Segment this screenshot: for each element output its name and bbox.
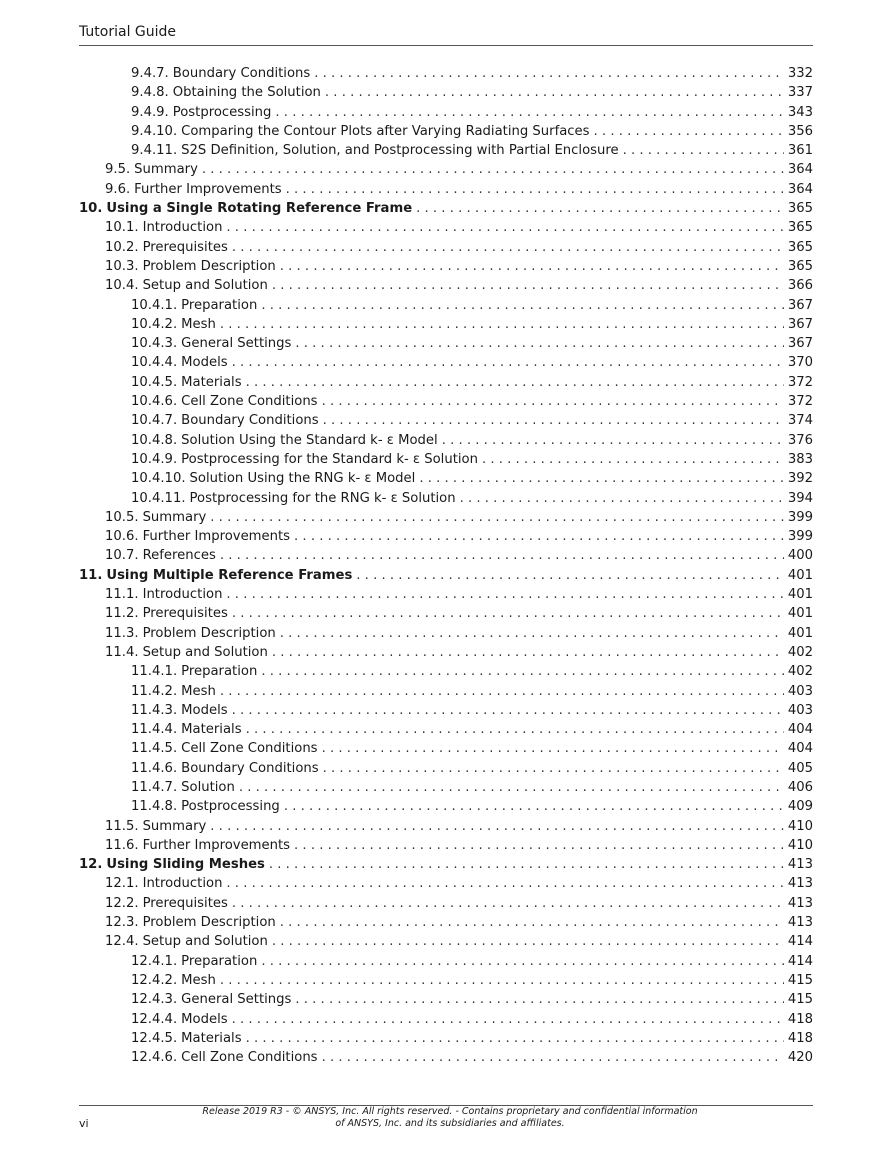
toc-entry[interactable] — [79, 433, 813, 452]
header-divider — [79, 45, 813, 46]
toc-entry-page: 415 — [787, 972, 813, 988]
toc-entry-page: 365 — [787, 220, 813, 236]
toc-dot-leader — [202, 162, 784, 177]
toc-entry[interactable] — [79, 915, 813, 934]
toc-dot-leader — [419, 471, 783, 486]
toc-entry-title[interactable]: Boundary Conditions — [172, 66, 311, 81]
toc-entry-page: 401 — [787, 625, 813, 641]
toc-entry-title[interactable]: Cell Zone Conditions — [181, 394, 318, 410]
toc-entry-title[interactable]: Mesh — [181, 972, 216, 988]
toc-entry-page: 361 — [787, 143, 813, 159]
toc-entry-number: 11.4.6. — [131, 760, 178, 776]
toc-entry-page: 370 — [787, 355, 813, 371]
toc-entry[interactable] — [79, 722, 813, 741]
toc-dot-leader — [210, 819, 784, 834]
toc-entry-title[interactable]: Cell Zone Conditions — [181, 1050, 318, 1066]
toc-dot-leader — [272, 934, 784, 949]
toc-dot-leader — [239, 780, 784, 795]
toc-entry-page: 401 — [787, 587, 813, 603]
toc-entry[interactable] — [79, 992, 813, 1011]
toc-entry-title[interactable]: Summary — [134, 162, 198, 178]
table-of-contents — [79, 66, 813, 1069]
toc-dot-leader — [261, 664, 784, 679]
toc-entry[interactable] — [79, 413, 813, 432]
toc-entry-number: 12.4.4. — [131, 1011, 178, 1027]
toc-entry-number: 10.5. — [105, 509, 139, 525]
toc-entry[interactable] — [79, 799, 813, 818]
toc-entry[interactable] — [79, 220, 813, 239]
toc-entry[interactable] — [79, 954, 813, 973]
toc-dot-leader — [323, 761, 784, 776]
toc-entry-number: 11.6. — [105, 837, 139, 853]
toc-entry-page: 365 — [787, 258, 813, 274]
toc-entry[interactable] — [79, 761, 813, 780]
toc-entry[interactable] — [79, 452, 813, 471]
toc-entry-page: 367 — [787, 316, 813, 332]
toc-entry-number: 11.4.7. — [131, 779, 178, 795]
footer-copyright-line2: of ANSYS, Inc. and its subsidiaries and affiliates. — [335, 1118, 565, 1129]
toc-entry-title[interactable]: Boundary Conditions — [181, 760, 319, 776]
toc-entry-number: 10.7. — [105, 548, 139, 564]
toc-entry-title[interactable]: References — [142, 548, 216, 564]
toc-entry-page: 400 — [787, 548, 813, 564]
toc-dot-leader — [246, 722, 784, 737]
toc-entry-page: 366 — [787, 278, 813, 294]
toc-entry-page: 404 — [787, 722, 813, 738]
toc-entry-page: 383 — [787, 451, 813, 467]
toc-entry-page: 402 — [787, 664, 813, 680]
toc-entry[interactable] — [79, 355, 813, 374]
toc-dot-leader — [314, 66, 784, 81]
toc-entry-page: 414 — [787, 934, 813, 950]
toc-entry[interactable] — [79, 375, 813, 394]
toc-entry[interactable] — [79, 973, 813, 992]
toc-entry[interactable] — [79, 317, 813, 336]
toc-entry-number: 11.4.8. — [131, 799, 178, 815]
toc-entry-title[interactable]: Using Multiple Reference Frames — [106, 567, 353, 583]
toc-dot-leader — [280, 915, 784, 930]
toc-entry-title[interactable]: Preparation — [181, 953, 258, 969]
toc-entry[interactable] — [79, 819, 813, 838]
toc-entry[interactable] — [79, 124, 813, 143]
toc-entry-title[interactable]: Further Improvements — [134, 181, 282, 197]
toc-entry-title[interactable]: Postprocessing for the Standard k- ε Solution — [181, 451, 478, 467]
toc-dot-leader — [232, 703, 784, 718]
toc-entry-number: 12.3. — [105, 915, 139, 931]
toc-entry-title[interactable]: Setup and Solution — [142, 278, 268, 294]
toc-entry-title[interactable]: Further Improvements — [142, 837, 291, 853]
toc-entry-page: 410 — [787, 818, 813, 834]
toc-entry-title[interactable]: Solution Using the RNG k- ε Model — [189, 471, 416, 487]
toc-entry[interactable] — [79, 780, 813, 799]
footer-page-number: vi — [79, 1117, 89, 1130]
toc-entry[interactable] — [79, 529, 813, 548]
toc-entry-page: 406 — [787, 779, 813, 795]
toc-dot-leader — [232, 896, 784, 911]
toc-entry-number: 11.3. — [105, 625, 139, 641]
toc-dot-leader — [323, 413, 784, 428]
toc-entry[interactable] — [79, 201, 813, 220]
toc-entry-number: 10.4.4. — [131, 355, 178, 371]
toc-entry-title[interactable]: Models — [181, 702, 228, 718]
toc-entry-title[interactable]: Models — [181, 1011, 228, 1027]
toc-entry[interactable] — [79, 491, 813, 510]
toc-entry[interactable] — [79, 838, 813, 857]
toc-entry-number: 10.6. — [105, 529, 139, 545]
toc-entry[interactable] — [79, 394, 813, 413]
toc-entry[interactable] — [79, 876, 813, 895]
toc-dot-leader — [232, 240, 784, 255]
toc-entry-title[interactable]: General Settings — [181, 992, 292, 1008]
toc-dot-leader — [295, 992, 783, 1007]
toc-entry-page: 409 — [787, 799, 813, 815]
toc-entry-number: 11.5. — [105, 818, 139, 834]
toc-entry[interactable] — [79, 259, 813, 278]
toc-entry-title[interactable]: Preparation — [181, 664, 258, 680]
toc-dot-leader — [261, 954, 784, 969]
toc-dot-leader — [416, 201, 784, 216]
toc-entry-number: 10.3. — [105, 258, 139, 274]
toc-entry-number: 11.4.3. — [131, 702, 178, 718]
toc-entry-page: 372 — [787, 394, 813, 410]
toc-entry[interactable] — [79, 626, 813, 645]
toc-dot-leader — [246, 375, 784, 390]
toc-entry-number: 10.4.6. — [131, 394, 178, 410]
toc-entry[interactable] — [79, 240, 813, 259]
toc-dot-leader — [232, 355, 784, 370]
toc-entry-title[interactable]: Postprocessing — [172, 104, 272, 120]
toc-entry-title[interactable]: Postprocessing — [181, 799, 280, 815]
toc-dot-leader — [322, 394, 784, 409]
toc-entry-page: 403 — [787, 702, 813, 718]
toc-entry-number: 10.4.5. — [131, 374, 178, 390]
toc-entry-number: 12.4.3. — [131, 992, 178, 1008]
toc-entry-number: 10.4.3. — [131, 336, 178, 352]
footer-copyright — [150, 1106, 750, 1130]
toc-entry-number: 10.4.1. — [131, 297, 178, 313]
toc-entry-page: 364 — [787, 181, 813, 197]
toc-entry-number: 11.4.4. — [131, 722, 178, 738]
toc-entry-number: 12.2. — [105, 895, 139, 911]
toc-entry-title[interactable]: Materials — [181, 722, 242, 738]
toc-entry[interactable] — [79, 471, 813, 490]
toc-entry-page: 392 — [787, 471, 813, 487]
toc-entry-number: 10.1. — [105, 220, 139, 236]
toc-entry-title[interactable]: Solution Using the Standard k- ε Model — [181, 432, 438, 448]
toc-entry[interactable] — [79, 645, 813, 664]
toc-dot-leader — [226, 587, 783, 602]
toc-entry[interactable] — [79, 548, 813, 567]
toc-entry[interactable] — [79, 66, 813, 85]
toc-entry-number: 9.4.11. — [131, 143, 178, 159]
toc-entry-title[interactable]: Summary — [142, 818, 207, 834]
toc-entry-number: 10.4.10. — [131, 471, 186, 487]
toc-dot-leader — [220, 548, 784, 563]
page-header-title: Tutorial Guide — [79, 24, 177, 40]
toc-entry-number: 9.4.8. — [131, 85, 169, 101]
toc-dot-leader — [272, 278, 784, 293]
toc-entry-title[interactable]: Problem Description — [142, 258, 276, 274]
toc-entry[interactable] — [79, 143, 813, 162]
toc-entry[interactable] — [79, 703, 813, 722]
toc-entry-title[interactable]: Mesh — [181, 316, 216, 332]
toc-dot-leader — [272, 645, 784, 660]
toc-entry-page: 376 — [787, 432, 813, 448]
toc-entry[interactable] — [79, 934, 813, 953]
toc-dot-leader — [232, 1012, 784, 1027]
toc-entry-page: 413 — [787, 857, 813, 873]
toc-entry-title[interactable]: Using Sliding Meshes — [106, 857, 265, 873]
toc-dot-leader — [280, 626, 784, 641]
toc-entry-number: 9.6. — [105, 181, 131, 197]
toc-entry-page: 364 — [787, 162, 813, 178]
toc-entry[interactable] — [79, 896, 813, 915]
toc-entry-page: 405 — [787, 760, 813, 776]
toc-dot-leader — [280, 259, 784, 274]
toc-entry-page: 332 — [787, 66, 813, 81]
toc-entry-title[interactable]: Introduction — [142, 220, 223, 236]
toc-entry[interactable] — [79, 684, 813, 703]
footer-copyright-line1: Release 2019 R3 - © ANSYS, Inc. All rights reserved. - Contains proprietary and confidential information — [202, 1106, 698, 1117]
toc-entry[interactable] — [79, 162, 813, 181]
toc-entry-page: 394 — [787, 490, 813, 506]
toc-entry-page: 374 — [787, 413, 813, 429]
toc-entry-number: 11.4. — [105, 644, 139, 660]
toc-entry-number: 10.4.2. — [131, 316, 178, 332]
toc-entry-title[interactable]: Introduction — [142, 876, 223, 892]
toc-entry[interactable] — [79, 857, 813, 876]
toc-entry-page: 413 — [787, 915, 813, 931]
toc-dot-leader — [210, 510, 784, 525]
toc-entry-number: 10.4. — [105, 278, 139, 294]
toc-entry-number: 11.1. — [105, 587, 139, 603]
toc-entry-number: 9.5. — [105, 162, 131, 178]
toc-dot-leader — [246, 1031, 784, 1046]
toc-entry-title[interactable]: Boundary Conditions — [181, 413, 319, 429]
toc-entry-number: 9.4.9. — [131, 104, 169, 120]
toc-entry-page: 415 — [787, 992, 813, 1008]
toc-entry[interactable] — [79, 1012, 813, 1031]
toc-entry-number: 12.4.5. — [131, 1030, 178, 1046]
toc-entry-page: 367 — [787, 297, 813, 313]
toc-entry-page: 401 — [787, 567, 813, 583]
toc-entry-title[interactable]: Using a Single Rotating Reference Frame — [106, 201, 413, 217]
toc-entry-title[interactable]: Setup and Solution — [142, 934, 268, 950]
toc-entry-number: 10.4.7. — [131, 413, 178, 429]
toc-entry[interactable] — [79, 85, 813, 104]
toc-entry-title[interactable]: Problem Description — [142, 625, 276, 641]
toc-entry[interactable] — [79, 105, 813, 124]
toc-entry-page: 356 — [787, 123, 813, 139]
toc-entry-number: 12. — [79, 857, 103, 873]
toc-dot-leader — [286, 182, 784, 197]
toc-entry-title[interactable]: Mesh — [181, 683, 216, 699]
toc-entry-number: 10.4.11. — [131, 490, 186, 506]
toc-entry-page: 365 — [787, 239, 813, 255]
toc-dot-leader — [232, 606, 784, 621]
toc-entry-number: 10. — [79, 201, 103, 217]
toc-dot-leader — [322, 741, 784, 756]
toc-entry-page: 365 — [787, 201, 813, 217]
toc-entry-number: 11.4.5. — [131, 741, 178, 757]
toc-entry-number: 11.2. — [105, 606, 139, 622]
toc-entry-title[interactable]: Prerequisites — [142, 606, 228, 622]
toc-entry[interactable] — [79, 336, 813, 355]
toc-entry-number: 12.1. — [105, 876, 139, 892]
toc-dot-leader — [226, 220, 783, 235]
toc-entry[interactable] — [79, 587, 813, 606]
toc-dot-leader — [594, 124, 784, 139]
toc-entry-title[interactable]: General Settings — [181, 336, 292, 352]
toc-entry-page: 418 — [787, 1011, 813, 1027]
toc-entry-page: 402 — [787, 644, 813, 660]
toc-entry-page: 418 — [787, 1030, 813, 1046]
toc-entry-page: 413 — [787, 895, 813, 911]
toc-dot-leader — [220, 684, 784, 699]
toc-entry-page: 413 — [787, 876, 813, 892]
toc-entry-page: 343 — [787, 104, 813, 120]
toc-entry[interactable] — [79, 1031, 813, 1050]
toc-entry-number: 10.4.8. — [131, 432, 178, 448]
toc-entry[interactable] — [79, 664, 813, 683]
toc-entry-page: 401 — [787, 606, 813, 622]
toc-entry-page: 399 — [787, 509, 813, 525]
toc-entry-number: 11.4.1. — [131, 664, 178, 680]
toc-dot-leader — [356, 568, 784, 583]
toc-entry-title[interactable]: Models — [181, 355, 228, 371]
toc-entry-number: 9.4.7. — [131, 66, 169, 81]
toc-entry-page: 403 — [787, 683, 813, 699]
toc-entry-number: 12.4.2. — [131, 972, 178, 988]
toc-entry[interactable] — [79, 298, 813, 317]
toc-entry-title[interactable]: Problem Description — [142, 915, 276, 931]
toc-entry[interactable] — [79, 278, 813, 297]
toc-dot-leader — [295, 336, 783, 351]
toc-entry-title[interactable]: Cell Zone Conditions — [181, 741, 318, 757]
toc-entry[interactable] — [79, 182, 813, 201]
toc-entry-title[interactable]: Postprocessing for the RNG k- ε Solution — [189, 490, 456, 506]
toc-entry-page: 337 — [787, 85, 813, 101]
toc-entry-title[interactable]: Setup and Solution — [142, 644, 268, 660]
toc-entry-title[interactable]: Preparation — [181, 297, 258, 313]
toc-dot-leader — [325, 85, 784, 100]
toc-entry[interactable] — [79, 510, 813, 529]
toc-entry-number: 12.4. — [105, 934, 139, 950]
toc-entry-page: 410 — [787, 837, 813, 853]
toc-dot-leader — [284, 799, 784, 814]
toc-dot-leader — [294, 529, 784, 544]
toc-entry-number: 12.4.1. — [131, 953, 178, 969]
toc-entry-number: 11. — [79, 567, 103, 583]
toc-dot-leader — [294, 838, 784, 853]
toc-entry-page: 367 — [787, 336, 813, 352]
toc-dot-leader — [269, 857, 784, 872]
toc-dot-leader — [261, 298, 784, 313]
toc-entry-title[interactable]: Obtaining the Solution — [172, 85, 321, 101]
toc-dot-leader — [220, 317, 784, 332]
toc-entry-page: 399 — [787, 529, 813, 545]
toc-entry-title[interactable]: Introduction — [142, 587, 223, 603]
toc-entry-title[interactable]: Prerequisites — [142, 239, 228, 255]
toc-dot-leader — [226, 876, 783, 891]
toc-dot-leader — [275, 105, 783, 120]
toc-dot-leader — [482, 452, 784, 467]
toc-entry-title[interactable]: Further Improvements — [142, 529, 291, 545]
toc-dot-leader — [460, 491, 784, 506]
toc-entry-page: 420 — [787, 1050, 813, 1066]
toc-dot-leader — [322, 1050, 784, 1065]
toc-dot-leader — [442, 433, 784, 448]
toc-dot-leader — [220, 973, 784, 988]
toc-entry[interactable] — [79, 568, 813, 587]
toc-entry-title[interactable]: Prerequisites — [142, 895, 228, 911]
toc-entry-number: 9.4.10. — [131, 123, 178, 139]
toc-entry-number: 10.4.9. — [131, 451, 178, 467]
toc-entry-title[interactable]: S2S Definition, Solution, and Postprocessing with Partial Enclosure — [181, 143, 619, 159]
toc-entry-page: 372 — [787, 374, 813, 390]
toc-dot-leader — [623, 143, 784, 158]
toc-entry-title[interactable]: Solution — [181, 779, 235, 795]
toc-entry-number: 11.4.2. — [131, 683, 178, 699]
toc-entry-title[interactable]: Materials — [181, 374, 242, 390]
toc-entry[interactable] — [79, 1050, 813, 1069]
toc-entry-title[interactable]: Summary — [142, 509, 207, 525]
toc-entry-title[interactable]: Materials — [181, 1030, 242, 1046]
toc-entry-title[interactable]: Comparing the Contour Plots after Varying Radiating Surfaces — [181, 123, 590, 139]
toc-entry-number: 10.2. — [105, 239, 139, 255]
toc-entry[interactable] — [79, 741, 813, 760]
toc-entry-page: 414 — [787, 953, 813, 969]
toc-entry-page: 404 — [787, 741, 813, 757]
toc-entry[interactable] — [79, 606, 813, 625]
toc-entry-number: 12.4.6. — [131, 1050, 178, 1066]
